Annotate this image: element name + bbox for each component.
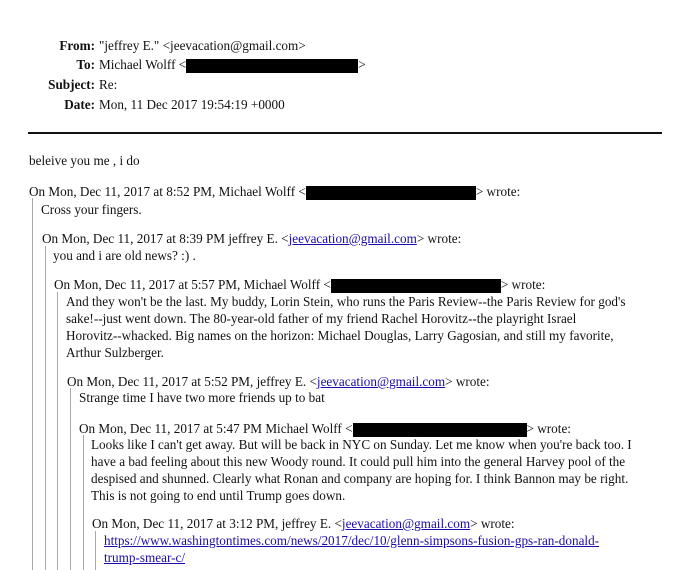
quote-4-attribution-text: On Mon, Dec 11, 2017 at 5:52 PM, jeffrey E. < xyxy=(67,374,317,389)
quote-5-attribution xyxy=(79,420,571,437)
header-divider xyxy=(28,132,662,134)
quote-2-attribution xyxy=(42,230,461,247)
quote-4-attribution-suffix: > wrote: xyxy=(445,374,490,389)
quote-bar-4 xyxy=(70,388,71,570)
quote-4-attribution xyxy=(67,373,490,390)
quote-bar-3 xyxy=(57,292,58,570)
quote-1-attribution-suffix: > wrote: xyxy=(475,184,521,199)
quote-3-attribution xyxy=(54,276,545,293)
quote-bar-5 xyxy=(83,435,84,570)
from-value: "jeffrey E." <jeevacation@gmail.com> xyxy=(99,38,306,53)
subject-value: Re: xyxy=(99,77,118,92)
article-link[interactable]: trump-smear-c/ xyxy=(104,550,186,565)
from-label: From: xyxy=(59,38,95,53)
subject-label: Subject: xyxy=(48,77,95,92)
redaction-box xyxy=(306,186,476,200)
reply-text: beleive you me , i do xyxy=(29,153,140,168)
email-link[interactable]: jeevacation@gmail.com xyxy=(341,516,471,531)
quote-1-attribution xyxy=(29,183,520,200)
quote-2-attribution-text: On Mon, Dec 11, 2017 at 8:39 PM jeffrey E. < xyxy=(42,231,289,246)
quote-5-attribution-suffix: > wrote: xyxy=(526,421,571,436)
email-link[interactable]: jeevacation@gmail.com xyxy=(288,231,417,246)
quote-6-attribution-suffix: > wrote: xyxy=(470,516,515,531)
email-link[interactable]: jeevacation@gmail.com xyxy=(316,374,446,389)
quote-3-attribution-text: On Mon, Dec 11, 2017 at 5:57 PM, Michael Wolff < xyxy=(54,277,331,292)
to-value xyxy=(99,57,366,73)
redaction-box xyxy=(353,423,527,437)
to-suffix: > xyxy=(358,57,366,72)
date-value: Mon, 11 Dec 2017 19:54:19 +0000 xyxy=(99,97,285,112)
quote-3-line: Arthur Sulzberger. xyxy=(66,345,164,360)
redaction-box xyxy=(186,59,358,73)
quote-5-line: This is not going to end until Trump goes down. xyxy=(91,488,346,503)
quote-5-line: despised and shunned. Clearly what Ronan and company are hoping for. I think Bannon may be right. xyxy=(91,471,629,486)
quote-5-line: have a bad feeling about this new Woody round. It could pull him into the general Harvey pool of the xyxy=(91,454,626,469)
quote-1-text: Cross your fingers. xyxy=(41,202,142,217)
quote-3-line: And they won't be the last. My buddy, Lorin Stein, who runs the Paris Review--the Paris Review for god's xyxy=(66,294,626,309)
quote-3-line: sake!--just went down. The 80-year-old father of my friend Rachel Horovitz--the playright Israel xyxy=(66,311,577,326)
quote-2-attribution-suffix: > wrote: xyxy=(416,231,462,246)
quote-4-text: Strange time I have two more friends up to bat xyxy=(79,390,325,405)
quote-1-attribution-text: On Mon, Dec 11, 2017 at 8:52 PM, Michael Wolff < xyxy=(29,184,306,199)
quote-3-line: Horovitz--whacked. Big names on the horizon: Michael Douglas, Larry Gagosian, and still my favorite, xyxy=(66,328,614,343)
quote-3-attribution-suffix: > wrote: xyxy=(500,277,546,292)
to-name: Michael Wolff < xyxy=(99,57,187,72)
article-link[interactable]: https://www.washingtontimes.com/news/2017/dec/10/glenn-simpsons-fusion-gps-ran-donald- xyxy=(104,533,600,548)
quote-5-line: Looks like I can't get away. But will be back in NYC on Sunday. Let me know when you're back too. I xyxy=(91,437,632,452)
date-label: Date: xyxy=(64,97,95,112)
to-label: To: xyxy=(76,57,95,72)
quote-6-attribution xyxy=(92,515,515,532)
quote-bar-2 xyxy=(45,246,46,570)
quote-6-attribution-text: On Mon, Dec 11, 2017 at 3:12 PM, jeffrey E. < xyxy=(92,516,342,531)
quote-bar-1 xyxy=(32,198,33,570)
quote-bar-6 xyxy=(95,531,96,570)
redaction-box xyxy=(331,279,501,293)
quote-5-attribution-text: On Mon, Dec 11, 2017 at 5:47 PM Michael Wolff < xyxy=(79,421,353,436)
quote-2-text: you and i are old news? :) . xyxy=(53,248,196,263)
